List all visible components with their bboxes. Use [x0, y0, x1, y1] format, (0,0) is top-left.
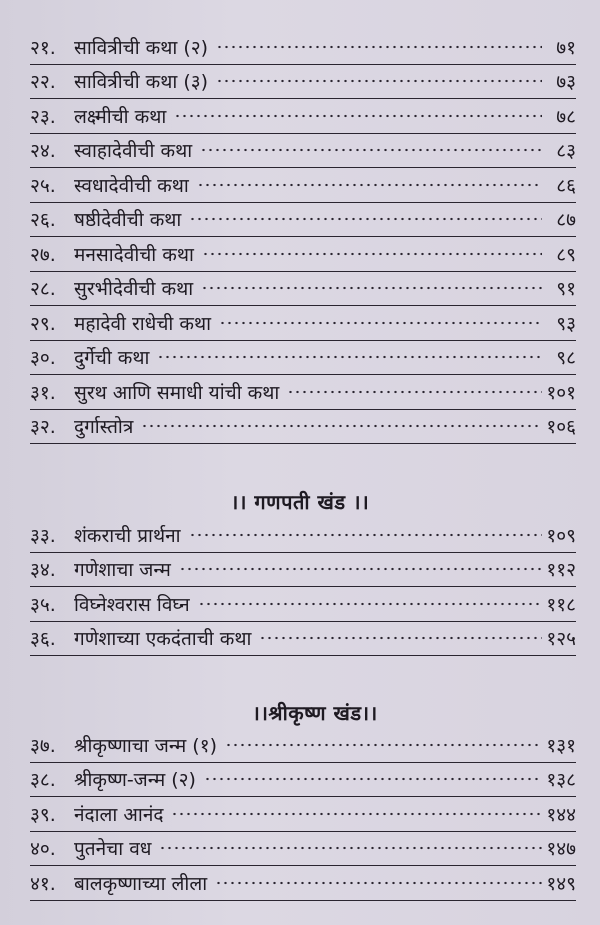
entry-number: ४०. [30, 838, 56, 861]
toc-row [30, 237, 576, 272]
entry-page: १३८ [546, 769, 576, 792]
entry-page: १४४ [546, 803, 576, 826]
toc-row [30, 65, 576, 100]
entry-number: २७. [30, 243, 56, 266]
entry-number: २४. [30, 140, 56, 163]
toc-row [30, 728, 576, 763]
toc-section-devi [30, 30, 576, 444]
dot-leader [189, 529, 542, 541]
entry-title: सुरथ आणि समाधी यांची कथा [74, 381, 280, 404]
entry-title: श्रीकृष्णाचा जन्म (१) [74, 734, 218, 757]
entry-title: सुरभीदेवीची कथा [74, 278, 194, 301]
entry-number: २१. [30, 36, 56, 59]
toc-row [30, 410, 576, 445]
section-heading-ganapati [0, 488, 600, 515]
entry-page: ७१ [556, 36, 576, 59]
entry-title: लक्ष्मीची कथा [74, 105, 167, 128]
section-heading-shrikrishna [0, 699, 600, 726]
entry-page: १०९ [546, 524, 576, 547]
dot-leader [171, 808, 542, 820]
entry-title: गणेशाचा जन्म [74, 559, 171, 582]
dot-leader [216, 41, 542, 53]
toc-section-shrikrishna [30, 728, 576, 901]
toc-row [30, 587, 576, 622]
toc-row [30, 797, 576, 832]
entry-number: ३८. [30, 769, 56, 792]
toc-row [30, 134, 576, 169]
dot-leader [174, 110, 542, 122]
toc-row [30, 518, 576, 553]
entry-page: ९१ [556, 278, 576, 301]
entry-title: सावित्रीची कथा (२) [74, 36, 209, 59]
entry-number: ३४. [30, 559, 56, 582]
entry-number: ४१. [30, 872, 56, 895]
entry-number: ३२. [30, 416, 56, 439]
toc-row [30, 272, 576, 307]
toc-row [30, 832, 576, 867]
entry-title: दुर्गास्तोत्र [74, 416, 134, 439]
entry-page: ९८ [556, 347, 576, 370]
entry-number: २२. [30, 71, 56, 94]
entry-title: स्वधादेवीची कथा [74, 174, 189, 197]
entry-number: ३९. [30, 803, 56, 826]
dot-leader [201, 282, 542, 294]
toc-row [30, 553, 576, 588]
entry-title: श्रीकृष्ण-जन्म (२) [74, 769, 196, 792]
toc-row [30, 763, 576, 798]
toc-section-ganapati [30, 518, 576, 656]
entry-title: नंदाला आनंद [74, 803, 164, 826]
entry-title: दुर्गेची कथा [74, 347, 150, 370]
entry-number: ३७. [30, 734, 56, 757]
toc-row [30, 168, 576, 203]
dot-leader [202, 248, 542, 260]
dot-leader [200, 144, 542, 156]
dot-leader [225, 739, 542, 751]
dot-leader [204, 773, 542, 785]
entry-page: १४७ [546, 838, 576, 861]
dot-leader [197, 179, 542, 191]
entry-number: २९. [30, 312, 56, 335]
entry-title: षष्ठीदेवीची कथा [74, 209, 182, 232]
heading-text: ।। गणपती खंड ।। [230, 490, 370, 514]
entry-title: स्वाहादेवीची कथा [74, 140, 193, 163]
toc-row [30, 30, 576, 65]
entry-number: २८. [30, 278, 56, 301]
heading-text: ।।श्रीकृष्ण खंड।। [252, 701, 378, 725]
entry-page: ८९ [556, 243, 576, 266]
entry-number: २३. [30, 105, 56, 128]
entry-page: ११२ [546, 559, 576, 582]
toc-row [30, 341, 576, 376]
dot-leader [219, 317, 542, 329]
entry-title: सावित्रीची कथा (३) [74, 71, 209, 94]
toc-row [30, 375, 576, 410]
entry-number: ३३. [30, 524, 56, 547]
entry-page: ८३ [556, 140, 576, 163]
entry-page: १०१ [546, 381, 576, 404]
toc-row [30, 306, 576, 341]
dot-leader [259, 632, 542, 644]
dot-leader [159, 842, 542, 854]
entry-page: ११८ [546, 593, 576, 616]
dot-leader [189, 213, 542, 225]
toc-row [30, 203, 576, 238]
entry-page: ७८ [556, 105, 576, 128]
dot-leader [215, 877, 542, 889]
entry-title: पुतनेचा वध [74, 838, 152, 861]
entry-page: १३१ [546, 734, 576, 757]
entry-number: ३०. [30, 347, 56, 370]
dot-leader [157, 351, 542, 363]
entry-page: १०६ [546, 416, 576, 439]
dot-leader [198, 598, 542, 610]
entry-number: ३१. [30, 381, 56, 404]
entry-number: ३६. [30, 628, 56, 651]
entry-title: शंकराची प्रार्थना [74, 524, 181, 547]
toc-row [30, 866, 576, 901]
toc-row [30, 622, 576, 657]
entry-number: २५. [30, 174, 56, 197]
dot-leader [216, 75, 542, 87]
entry-title: गणेशाच्या एकदंताची कथा [74, 628, 252, 651]
entry-page: १२५ [546, 628, 576, 651]
entry-number: ३५. [30, 593, 56, 616]
entry-title: बालकृष्णाच्या लीला [74, 872, 208, 895]
dot-leader [141, 420, 542, 432]
entry-page: ९३ [556, 312, 576, 335]
toc-row [30, 99, 576, 134]
entry-number: २६. [30, 209, 56, 232]
dot-leader [179, 563, 542, 575]
entry-title: विघ्नेश्वरास विघ्न [74, 593, 190, 616]
dot-leader [287, 386, 542, 398]
entry-title: मनसादेवीची कथा [74, 243, 194, 266]
entry-page: ८६ [556, 174, 576, 197]
entry-title: महादेवी राधेची कथा [74, 312, 212, 335]
entry-page: १४९ [546, 872, 576, 895]
entry-page: ७३ [556, 71, 576, 94]
entry-page: ८७ [556, 209, 576, 232]
